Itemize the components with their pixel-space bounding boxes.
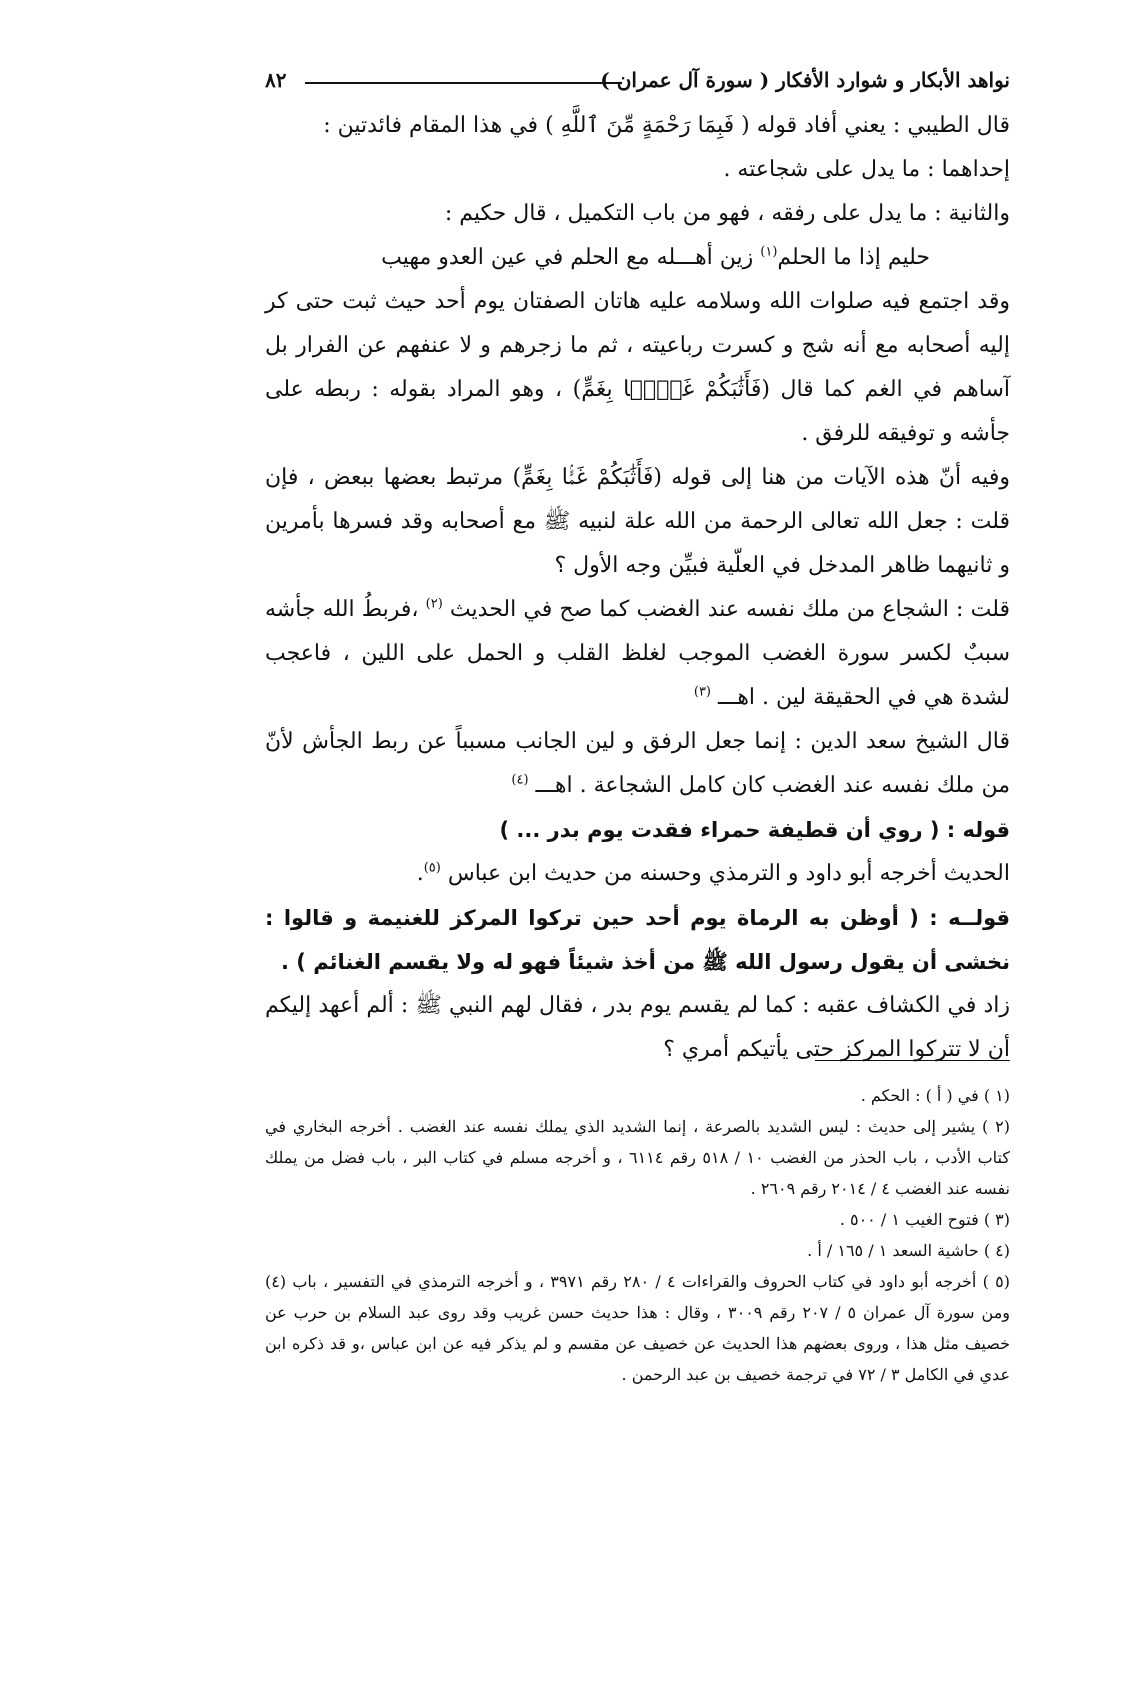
book-page	[265, 60, 1010, 1680]
header-rule	[305, 82, 622, 84]
running-header-title: نواهد الأبكار و شوارد الأفكار ( سورة آل عمران )	[600, 68, 1010, 92]
page-number: ٨٢	[265, 68, 287, 92]
paragraph-saad-aldin: قال الشيخ سعد الدين : إنما جعل الرفق و لين الجانب مسبباً عن ربط الجأش لأنّ من ملك نفسه عند الغضب كان كامل الشجاعة . اهـــ $^{(٤)}$	[265, 729, 1010, 798]
footnote-5: (٥ ) أخرجه أبو داود في كتاب الحروف والقراءات ٤ / ٢٨٠ رقم ٣٩٧١ ، و أخرجه الترمذي في التفسير ، باب (٤) ومن سورة آل عمران ٥ / ٢٠٧ رقم ٣٠٠٩ ، وقال : هذا حديث حسن غريب وقد روى عبد السلام بن حرب عن خصيف مثل هذا ، وروى بعضهم هذا الحديث عن خصيف عن مقسم و لم يذكر فيه عن ابن عباس ،و قد ذكره ابن عدي في الكامل ٣ / ٧٢ في ترجمة خصيف بن عبد الرحمن .	[265, 1272, 1011, 1384]
paragraph-answer: قلت : الشجاع من ملك نفسه عند الغضب كما صح في الحديث $^{(٢)}$ ،فربطُ الله جأشه سببٌ لكسر سورة الغضب الموجب لغلظ القلب و الحمل على اللين ، فاعجب لشدة هي في الحقيقة لين . اهـــ $^{(٣)}$	[265, 596, 1010, 710]
commentary-heading-archers: قولــه : ( أوظن به الرماة يوم أحد حين تركوا المركز للغنيمة و قالوا : نخشى أن يقول رسول الله ﷺ من أخذ شيئاً فهو له ولا يقسم الغنائم ) .	[265, 906, 1010, 974]
paragraph-kashshaf: زاد في الكشاف عقبه : كما لم يقسم يوم بدر ، فقال لهم النبي ﷺ : ألم أعهد إليكم أن لا تتركوا المركز حتى يأتيكم أمري ؟	[265, 993, 1010, 1062]
footnote-ref-1: (١)	[760, 244, 778, 260]
footnote-ref-5: (٥)	[423, 860, 441, 876]
poetry-verse: حليم إذا ما الحلم$^{(١)}$ زين أهـــله مع الحلم في عين العدو مهيب	[381, 244, 930, 270]
footnotes	[265, 1080, 1010, 1390]
footnote-3: (٣ ) فتوح الغيب ١ / ٥٠٠ .	[839, 1210, 1010, 1229]
footnote-4: (٤ ) حاشية السعد ١ / ١٦٥ / أ .	[807, 1241, 1010, 1260]
running-header	[265, 60, 1010, 100]
commentary-heading-qatifa: قوله : ( روي أن قطيفة حمراء فقدت يوم بدر ... )	[499, 818, 1010, 842]
footnote-ref-2: (٢)	[425, 596, 443, 612]
footnote-ref-3: (٣)	[693, 684, 711, 700]
paragraph-question: وفيه أنّ هذه الآيات من هنا إلى قوله (فَأَثَٰبَكُمْ غَمًّۢا بِغَمٍّ) مرتبط بعضها ببعض ، فإن قلت : جعل الله تعالى الرحمة من الله علة لنبيه ﷺ مع أصحابه وقد فسرها بأمرين و ثانيهما ظاهر المدخل في العلّية فبيِّن وجه الأول ؟	[265, 465, 1010, 578]
paragraph-first-point: إحداهما : ما يدل على شجاعته .	[723, 157, 1010, 182]
footnote-separator	[815, 1060, 1010, 1061]
footnote-1: (١ ) في ( أ ) : الحكم .	[860, 1086, 1010, 1105]
footnote-ref-4: (٤)	[511, 772, 529, 788]
footnote-2: (٢ ) يشير إلى حديث : ليس الشديد بالصرعة ، إنما الشديد الذي يملك نفسه عند الغضب . أخرجه البخاري في كتاب الأدب ، باب الحذر من الغضب ١٠ / ٥١٨ رقم ٦١١٤ ، و أخرجه مسلم في كتاب البر ، باب فضل من يملك نفسه عند الغضب ٤ / ٢٠١٤ رقم ٢٦٠٩ .	[265, 1117, 1010, 1198]
paragraph-second-point: والثانية : ما يدل على رفقه ، فهو من باب التكميل ، قال حكيم :	[444, 201, 1010, 226]
paragraph-hadith-source: الحديث أخرجه أبو داود و الترمذي وحسنه من حديث ابن عباس $^{(٥)}$.	[416, 860, 1010, 886]
main-text	[265, 104, 1010, 1072]
paragraph-tibi: قال الطيبي : يعني أفاد قوله ( فَبِمَا رَحْمَةٍ مِّنَ ٱللَّهِ ) في هذا المقام فائدتين :	[323, 113, 1010, 138]
paragraph-uhud: وقد اجتمع فيه صلوات الله وسلامه عليه هاتان الصفتان يوم أحد حيث ثبت حتى كر إليه أصحابه مع أنه شج و كسرت رباعيته ، ثم ما زجرهم و لا عنفهم عن الفرار بل آساهم في الغم كما قال (فَأَثَٰبَكُمْ غَمًّۢا بِغَمٍّ) ، وهو المراد بقوله : ربطه على جأشه و توفيقه للرفق .	[265, 289, 1010, 446]
